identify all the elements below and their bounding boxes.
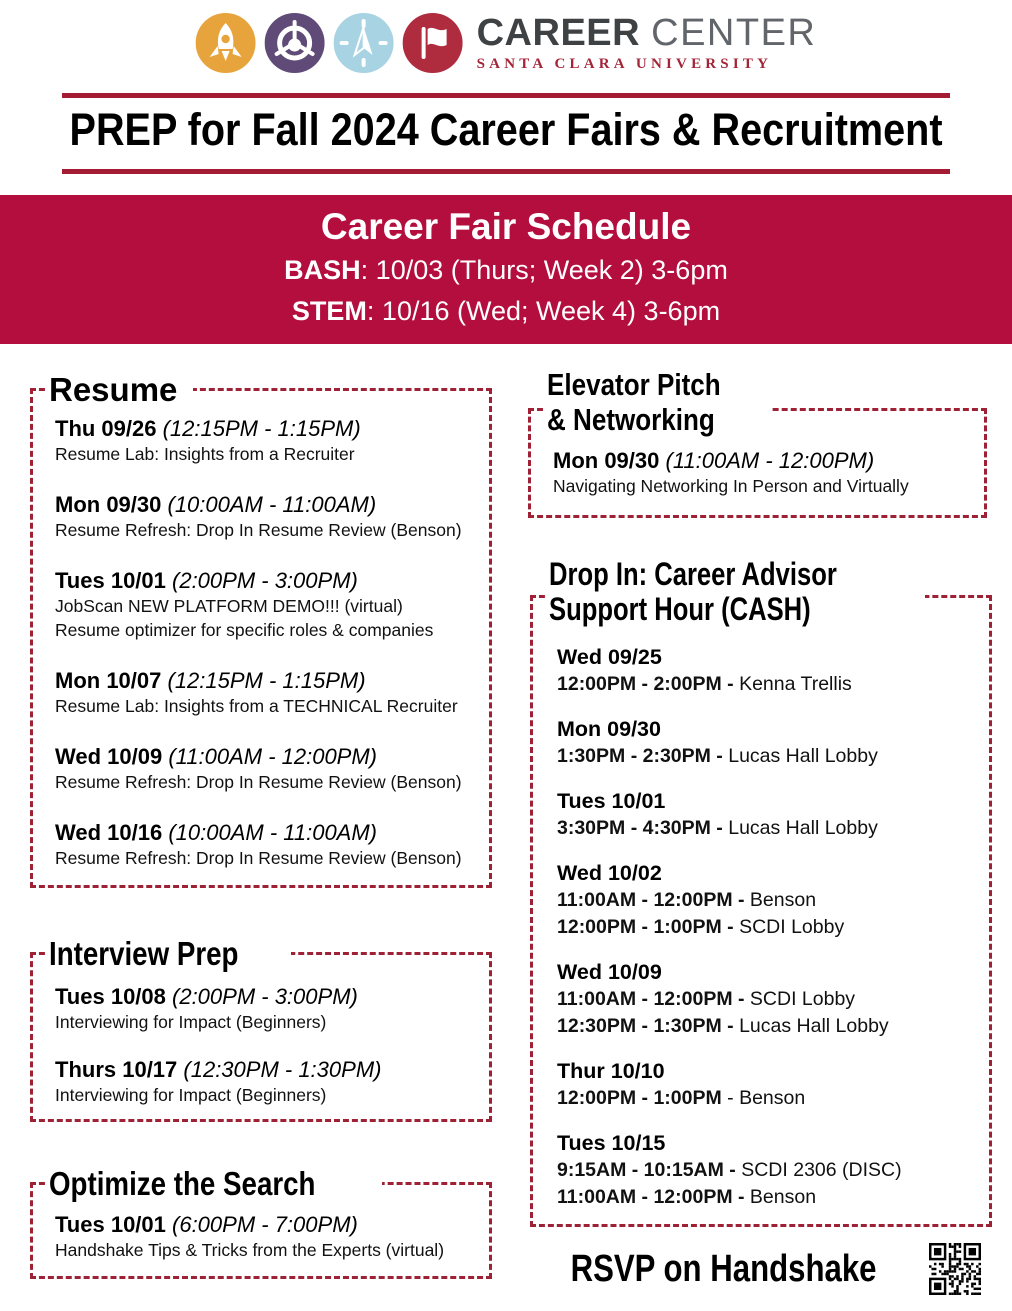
event-description: Resume Lab: Insights from a TECHNICAL Recruiter (55, 696, 458, 716)
elevator-events (553, 447, 974, 498)
cash-slot (557, 743, 979, 770)
event-date: Thu 09/26 (55, 416, 157, 441)
section-elevator-pitch-networking (528, 367, 987, 518)
event-time: (10:00AM - 11:00AM) (161, 492, 377, 517)
cash-day (557, 1058, 979, 1112)
career-center-logo (196, 12, 817, 73)
event-time: (12:30PM - 1:30PM) (177, 1057, 382, 1082)
event-description: JobScan NEW PLATFORM DEMO!!! (virtual) (55, 596, 403, 616)
cash-slot-time: 12:30PM - 1:30PM - (557, 1015, 734, 1037)
rsvp-footer (528, 1238, 990, 1300)
event-date: Mon 09/30 (553, 448, 660, 473)
event (55, 415, 479, 466)
event-description: Resume optimizer for specific roles & companies (55, 620, 434, 640)
section-heading-optimize: Optimize the Search (45, 1164, 382, 1204)
cash-slot (557, 914, 979, 941)
event-time: (12:15PM - 1:15PM) (156, 416, 361, 441)
banner-title: Career Fair Schedule (320, 206, 692, 247)
cash-slot (557, 986, 979, 1013)
section-cash-support-hours (530, 556, 992, 1227)
event-time: (11:00AM - 12:00PM) (162, 744, 378, 769)
cash-day (557, 959, 979, 1040)
brand-name (477, 12, 817, 54)
cash-slot (557, 671, 979, 698)
flag-icon (403, 13, 463, 73)
event-date-line (55, 567, 479, 594)
cash-date: Tues 10/15 (557, 1131, 666, 1155)
section-resume (30, 371, 492, 888)
section-heading-interview-prep: Interview Prep (45, 934, 291, 974)
event (55, 1211, 479, 1262)
cash-slot (557, 815, 979, 842)
page-title-prep: PREP (69, 104, 177, 155)
event-date-line (55, 1056, 479, 1083)
cash-slot-location: Benson (744, 889, 817, 911)
cash-slot-location: Benson (744, 1186, 817, 1208)
event-description: Handshake Tips & Tricks from the Experts (virtual) (55, 1240, 445, 1260)
event-date-line (55, 667, 479, 694)
cash-slot-time: 11:00AM - 12:00PM - (557, 889, 745, 911)
event-date: Wed 10/09 (55, 744, 163, 769)
cash-day (557, 1130, 979, 1211)
event-description: Resume Lab: Insights from a Recruiter (55, 444, 355, 464)
event (55, 1056, 479, 1107)
event (55, 491, 479, 542)
cash-date: Tues 10/01 (557, 789, 666, 813)
cash-slot-time: 12:00PM - 2:00PM - (557, 673, 734, 695)
interview-events (55, 983, 479, 1107)
rocket-icon (196, 13, 256, 73)
ship-wheel-icon (265, 13, 325, 73)
event-date: Thurs 10/17 (55, 1057, 178, 1082)
event (55, 567, 479, 642)
logo-wordmark (477, 12, 817, 73)
event-date-line (553, 447, 974, 474)
section-heading-resume: Resume (45, 370, 193, 410)
banner-line-stem (0, 291, 1012, 332)
cash-day (557, 644, 979, 698)
event-description: Resume Refresh: Drop In Resume Review (Benson) (55, 772, 462, 792)
event-date-line (55, 819, 479, 846)
cash-slot-location: - Benson (721, 1087, 806, 1109)
event-description: Interviewing for Impact (Beginners) (55, 1085, 327, 1105)
event-date-line (55, 743, 479, 770)
cash-slot-time: 3:30PM - 4:30PM - (557, 817, 723, 839)
cash-slot-location: Lucas Hall Lobby (722, 817, 878, 839)
cash-slot (557, 1013, 979, 1040)
cash-day (557, 860, 979, 941)
stem-label: STEM (291, 296, 367, 326)
event-description: Interviewing for Impact (Beginners) (55, 1012, 327, 1032)
event-description: Resume Refresh: Drop In Resume Review (Benson) (55, 848, 462, 868)
event (553, 447, 974, 498)
cash-slot (557, 1184, 979, 1211)
brand-center: CENTER (651, 12, 817, 54)
event (55, 743, 479, 794)
cash-slot-location: Lucas Hall Lobby (733, 1015, 889, 1037)
event (55, 819, 479, 870)
cash-slot-location: SCDI Lobby (744, 988, 856, 1010)
event-date: Mon 09/30 (55, 492, 162, 517)
section-heading-cash: Drop In: Career Advisor Support Hour (CASH) (545, 557, 925, 627)
qr-code-icon (929, 1242, 981, 1296)
event-date-line (55, 983, 479, 1010)
cash-slot-time: 12:00PM - 1:00PM (557, 1087, 722, 1109)
top-divider (62, 93, 950, 98)
event-time: (10:00AM - 11:00AM) (162, 820, 378, 845)
cash-date: Wed 10/02 (557, 861, 662, 885)
cash-date: Thur 10/10 (557, 1059, 665, 1083)
event-description: Resume Refresh: Drop In Resume Review (Benson) (55, 520, 462, 540)
event-time: (6:00PM - 7:00PM) (165, 1212, 358, 1237)
cash-slot (557, 1085, 979, 1112)
resume-events (55, 415, 479, 870)
event-time: (11:00AM - 12:00PM) (659, 448, 875, 473)
section-heading-elevator: Elevator Pitch & Networking (543, 367, 770, 437)
cash-slot-time: 12:00PM - 1:00PM - (557, 916, 734, 938)
brand-career: CAREER (476, 12, 641, 54)
event-date-line (55, 491, 479, 518)
cash-date: Mon 09/30 (557, 717, 661, 741)
cash-slot-location: SCDI Lobby (733, 916, 845, 938)
cash-slot-location: Lucas Hall Lobby (722, 745, 878, 767)
bash-label: BASH (284, 255, 361, 285)
event-date-line (55, 1211, 479, 1238)
event (55, 983, 479, 1034)
event-date-line (55, 415, 479, 442)
cash-date: Wed 09/25 (557, 645, 662, 669)
banner-line-bash (0, 250, 1012, 291)
cash-day (557, 788, 979, 842)
page-title (0, 102, 1012, 158)
event-description: Navigating Networking In Person and Virtually (553, 476, 909, 496)
event-date: Mon 10/07 (55, 668, 162, 693)
bash-detail: : 10/03 (Thurs; Week 2) 3-6pm (360, 255, 728, 285)
cash-date: Wed 10/09 (557, 960, 662, 984)
career-fair-schedule-banner (0, 195, 1012, 344)
cash-slot-location: Kenna Trellis (733, 673, 852, 695)
event-date: Tues 10/08 (55, 984, 166, 1009)
event-date: Tues 10/01 (55, 568, 166, 593)
cash-slot-time: 1:30PM - 2:30PM - (557, 745, 723, 767)
cash-slot-location: SCDI 2306 (DISC) (735, 1159, 902, 1181)
section-optimize-the-search (30, 1165, 492, 1279)
event-date: Tues 10/01 (55, 1212, 166, 1237)
bottom-divider (62, 169, 950, 174)
cash-slot (557, 1157, 979, 1184)
event-time: (2:00PM - 3:00PM) (165, 984, 358, 1009)
optimize-events (55, 1211, 479, 1262)
event (55, 667, 479, 718)
cash-day (557, 716, 979, 770)
logo-icon-set (196, 13, 463, 73)
event-date: Wed 10/16 (55, 820, 163, 845)
cash-days-list (557, 644, 979, 1211)
stem-detail: : 10/16 (Wed; Week 4) 3-6pm (366, 296, 721, 326)
brand-university: SANTA CLARA UNIVERSITY (476, 56, 773, 72)
event-time: (12:15PM - 1:15PM) (161, 668, 366, 693)
cash-slot-time: 11:00AM - 12:00PM - (557, 988, 745, 1010)
cash-slot-time: 11:00AM - 12:00PM - (557, 1186, 745, 1208)
section-interview-prep (30, 935, 492, 1122)
compass-icon (334, 13, 394, 73)
page-title-rest: for Fall 2024 Career Fairs & Recruitment (176, 104, 943, 155)
event-time: (2:00PM - 3:00PM) (165, 568, 358, 593)
cash-slot-time: 9:15AM - 10:15AM - (557, 1159, 736, 1181)
rsvp-label: RSVP on Handshake (571, 1247, 877, 1290)
cash-slot (557, 887, 979, 914)
